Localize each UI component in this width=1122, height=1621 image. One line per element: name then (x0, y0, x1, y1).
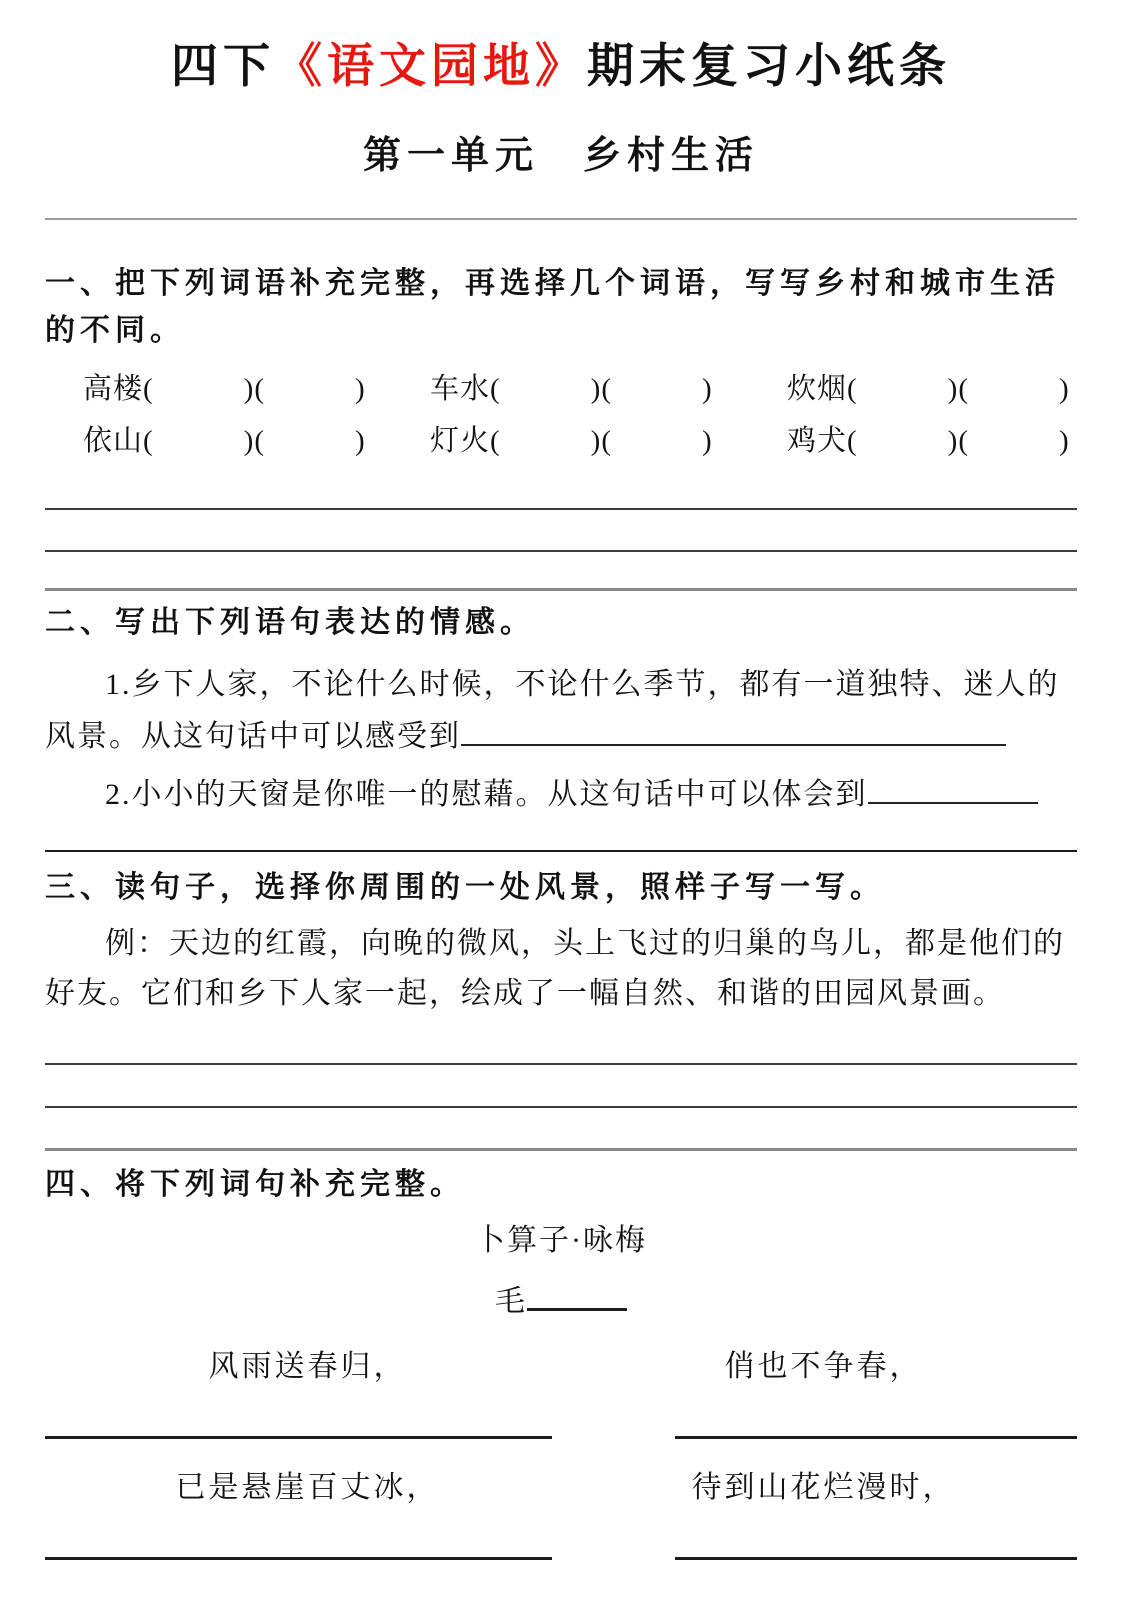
page-title-prefix: 四下 (171, 41, 275, 93)
answer-line (45, 1063, 1077, 1065)
section-divider (45, 588, 1077, 591)
question-2-text: 2.小小的天窗是你唯一的慰藉。从这句话中可以体会到 (105, 778, 868, 811)
answer-blank (868, 768, 1038, 804)
section-divider (45, 1148, 1077, 1151)
poem-answer-line (45, 1436, 552, 1439)
poem-answer-line (45, 1557, 552, 1560)
example-sentence: 例：天边的红霞，向晚的微风，头上飞过的归巢的鸟儿，都是他们的好友。它们和乡下人家一起，绘成了一幅自然、和谐的田园风景画。 (45, 927, 1065, 1010)
unit-subtitle: 第一单元 乡村生活 (362, 135, 759, 177)
section4-heading: 四、将下列词句补充完整。 (45, 1168, 465, 1201)
question-1 (45, 660, 1077, 762)
page-title-highlight: 《语文园地》 (275, 41, 587, 93)
section3-heading: 三、读句子，选择你周围的一处风景，照样子写一写。 (45, 871, 885, 904)
poem-title: 卜算子·咏梅 (475, 1224, 647, 1257)
page-title (45, 34, 1077, 100)
poem-line: 风雨送春归， (208, 1350, 407, 1383)
answer-line (45, 550, 1077, 552)
question-1-text: 1.乡下人家，不论什么时候，不论什么季节，都有一道独特、迷人的风景。从这句话中可以感受到 (45, 668, 1060, 753)
word-fill-item: 鸡犬( )( ) (787, 425, 1070, 457)
answer-line (45, 508, 1077, 510)
section2-heading: 二、写出下列语句表达的情感。 (45, 606, 535, 639)
poem-line: 俏也不争春， (724, 1350, 923, 1383)
worksheet-page (0, 34, 1122, 1621)
poem-grid (45, 1330, 1077, 1560)
word-fill-item: 炊烟( )( ) (787, 373, 1070, 405)
answer-blank (527, 1274, 627, 1311)
poem-line: 已是悬崖百丈冰， (175, 1471, 440, 1504)
word-fill-item: 高楼( )( ) (83, 373, 366, 405)
word-fill-item: 车水( )( ) (430, 373, 713, 405)
poem-answer-line (675, 1557, 1077, 1560)
word-fill-item: 依山( )( ) (83, 425, 366, 457)
poem-author-line (45, 1274, 1077, 1324)
section-divider (45, 218, 1077, 220)
page-title-suffix: 期末复习小纸条 (587, 41, 951, 93)
word-fill-grid (45, 370, 1077, 460)
poem-author-prefix: 毛 (495, 1285, 527, 1318)
answer-line (45, 1106, 1077, 1108)
answer-blank (461, 710, 1006, 746)
question-2 (45, 768, 1077, 820)
word-fill-item: 灯火( )( ) (430, 425, 713, 457)
answer-line (45, 850, 1077, 852)
poem-answer-line (675, 1436, 1077, 1439)
poem-line: 待到山花烂漫时， (691, 1471, 956, 1504)
section1-heading: 一、把下列词语补充完整，再选择几个词语，写写乡村和城市生活的不同。 (45, 267, 1060, 347)
